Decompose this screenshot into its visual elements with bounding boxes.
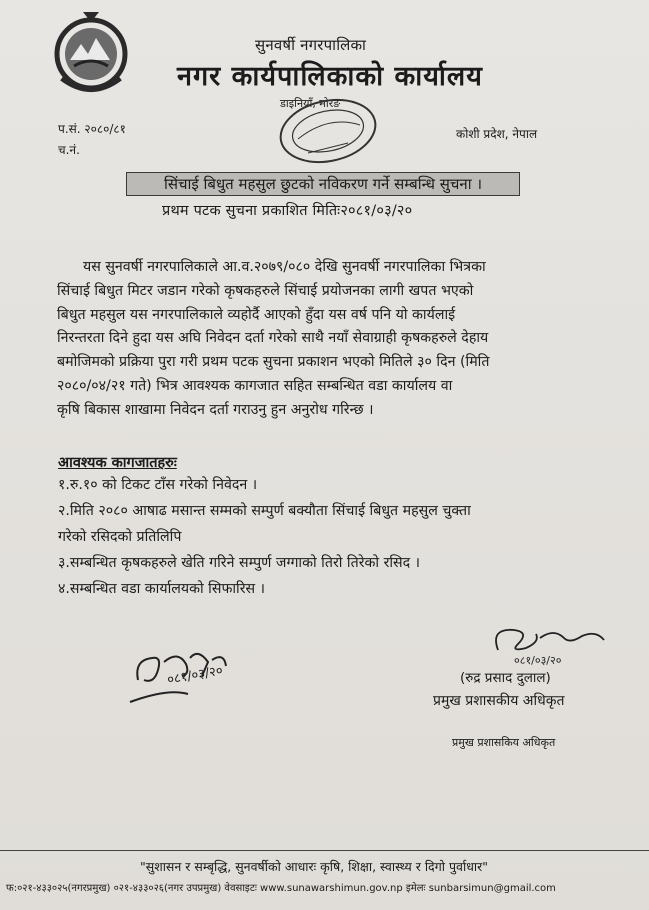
municipality-name: सुनवर्षी नगरपालिका (255, 36, 367, 54)
officer-stamp-title: प्रमुख प्रशासकिय अधिकृत (452, 736, 556, 749)
reference-number: प.सं. २०८०/८१ (58, 122, 126, 136)
body-line: बिधुत महसुल यस नगरपालिकाले व्यहोर्दै आएको हुँदा यस वर्ष पनि यो कार्यलाई (57, 306, 456, 323)
publication-date: प्रथम पटक सुचना प्रकाशित मितिः२०८१/०३/२० (162, 203, 413, 219)
office-stamp-icon (268, 95, 388, 171)
chalani-number: च.नं. (58, 143, 80, 157)
body-line: बमोजिमको प्रक्रिया पुरा गरी प्रथम पटक सुचना प्रकाशन भएको मितिले ३० दिन (मिति (57, 354, 490, 371)
left-signature-icon (128, 640, 258, 710)
office-title: नगर कार्यपालिकाको कार्यालय (177, 61, 483, 92)
body-line: सिंचाई बिधुत मिटर जडान गरेको कृषकहरुले सिंचाई प्रयोजनका लागी खपत भएको (57, 282, 474, 299)
document-item: गरेको रसिदको प्रतिलिपि (58, 529, 182, 545)
footer-slogan: "सुशासन र सम्बृद्धि, सुनवर्षीको आधारः कृषि, शिक्षा, स्वास्थ्य र दिगो पुर्वाधार" (140, 859, 489, 874)
notice-subject: सिंचाई बिधुत महसुल छुटको नविकरण गर्ने सम्बन्धि सुचना । (126, 172, 520, 196)
body-line: यस सुनवर्षी नगरपालिकाले आ.व.२०७९/०८० देखि सुनवर्षी नगरपालिका भित्रका (83, 259, 486, 275)
body-line: २०८०/०४/२१ गते) भित्र आवश्यक कागजात सहित सम्बन्धित वडा कार्यालय वा (57, 377, 453, 394)
document-item: ४.सम्बन्धित वडा कार्यालयको सिफारिस । (58, 581, 266, 597)
footer-contact: फ:०२१-४३३०२५(नगरप्रमुख) ०२१-४३३०२६(नगर उपप्रमुख) वेवसाइटः www.sunawarshimun.gov.np इमेलः sunbarsimun@gmail.com (6, 883, 556, 894)
document-item: १.रु.१० को टिकट टाँस गरेको निवेदन । (58, 477, 258, 493)
officer-signature-date: ०८१/०३/२० (514, 654, 562, 667)
document-item: २.मिति २०८० आषाढ मसान्त सम्मको सम्पुर्ण बक्यौता सिंचाई बिधुत महसुल चुक्ता (58, 503, 471, 519)
documents-heading: आवश्यक कागजातहरुः (58, 455, 177, 471)
officer-name: (रुद्र प्रसाद दुलाल) (460, 670, 551, 686)
notice-body (57, 256, 597, 423)
document-item: ३.सम्बन्धित कृषकहरुले खेति गरिने सम्पुर्ण जग्गाको तिरो तिरेको रसिद । (58, 555, 421, 571)
nepal-emblem-icon (48, 8, 134, 94)
office-address: डाइनियाँ, मोरङ (280, 97, 341, 110)
footer-divider (0, 850, 649, 851)
left-signature-date: ०८१/०३/२० (166, 663, 224, 688)
province-label: कोशी प्रदेश, नेपाल (456, 127, 538, 141)
officer-signature-icon (470, 622, 610, 668)
body-line: निरन्तरता दिने हुदा यस अघि निवेदन दर्ता गरेको साथै नयाँ सेवाग्राही कृषकहरुले देहाय (57, 330, 489, 347)
body-line: कृषि बिकास शाखामा निवेदन दर्ता गराउनु हुन अनुरोध गरिन्छ । (57, 401, 374, 418)
officer-title: प्रमुख प्रशासकीय अधिकृत (433, 693, 565, 709)
